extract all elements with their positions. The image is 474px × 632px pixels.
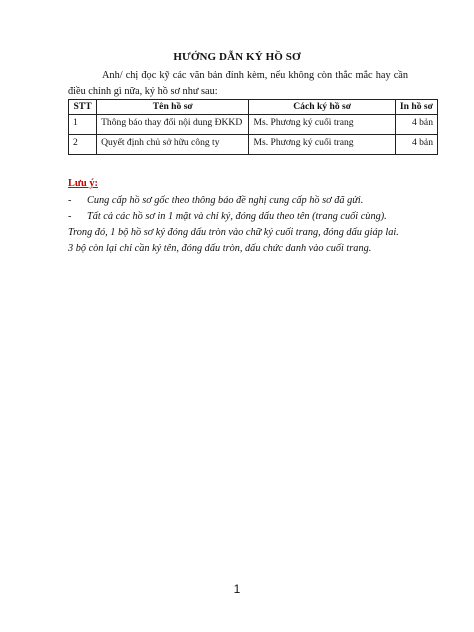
- table-row: [69, 115, 438, 135]
- cell-ten-ho-so: Thông báo thay đổi nội dung ĐKKD: [97, 115, 249, 135]
- cell-stt: 2: [69, 135, 97, 155]
- bullet-marker: -: [68, 211, 72, 222]
- notes-block: [68, 193, 438, 257]
- note-line: Trong đó, 1 bộ hồ sơ ký đóng dấu tròn vào chữ ký cuối trang, đóng dấu giáp lai.: [68, 227, 399, 238]
- list-item: [68, 193, 438, 209]
- table-header-row: [69, 100, 438, 115]
- list-item: [68, 209, 438, 225]
- cell-stt: 1: [69, 115, 97, 135]
- bullet-text: Cung cấp hồ sơ gốc theo thông báo đề nghị cung cấp hồ sơ đã gửi.: [87, 195, 364, 206]
- note-heading: Lưu ý:: [68, 178, 98, 189]
- documents-table: [68, 99, 438, 155]
- intro-paragraph: Anh/ chị đọc kỹ các văn bản đính kèm, nếu không còn thắc mắc hay cần điều chỉnh gì nữa, ký hồ sơ như sau:: [68, 70, 408, 97]
- header-stt: STT: [69, 100, 97, 115]
- cell-cach-ky: Ms. Phương ký cuối trang: [249, 135, 395, 155]
- table-row: [69, 135, 438, 155]
- header-cach-ky: Cách ký hồ sơ: [249, 100, 395, 115]
- cell-cach-ky: Ms. Phương ký cuối trang: [249, 115, 395, 135]
- page-number: 1: [233, 582, 241, 596]
- header-in-ho-so: In hồ sơ: [395, 100, 437, 115]
- cell-in-ho-so: 4 bản: [395, 135, 437, 155]
- page-title: HƯỚNG DẪN KÝ HỒ SƠ: [173, 51, 301, 63]
- bullet-text: Tất cả các hồ sơ in 1 mặt và chỉ ký, đóng dấu theo tên (trang cuối cùng).: [87, 211, 387, 222]
- bullet-marker: -: [68, 195, 72, 206]
- header-ten-ho-so: Tên hồ sơ: [97, 100, 249, 115]
- note-line: 3 bộ còn lại chỉ cần ký tên, đóng dấu tròn, dấu chức danh vào cuối trang.: [68, 243, 372, 254]
- cell-ten-ho-so: Quyết định chủ sở hữu công ty: [97, 135, 249, 155]
- cell-in-ho-so: 4 bản: [395, 115, 437, 135]
